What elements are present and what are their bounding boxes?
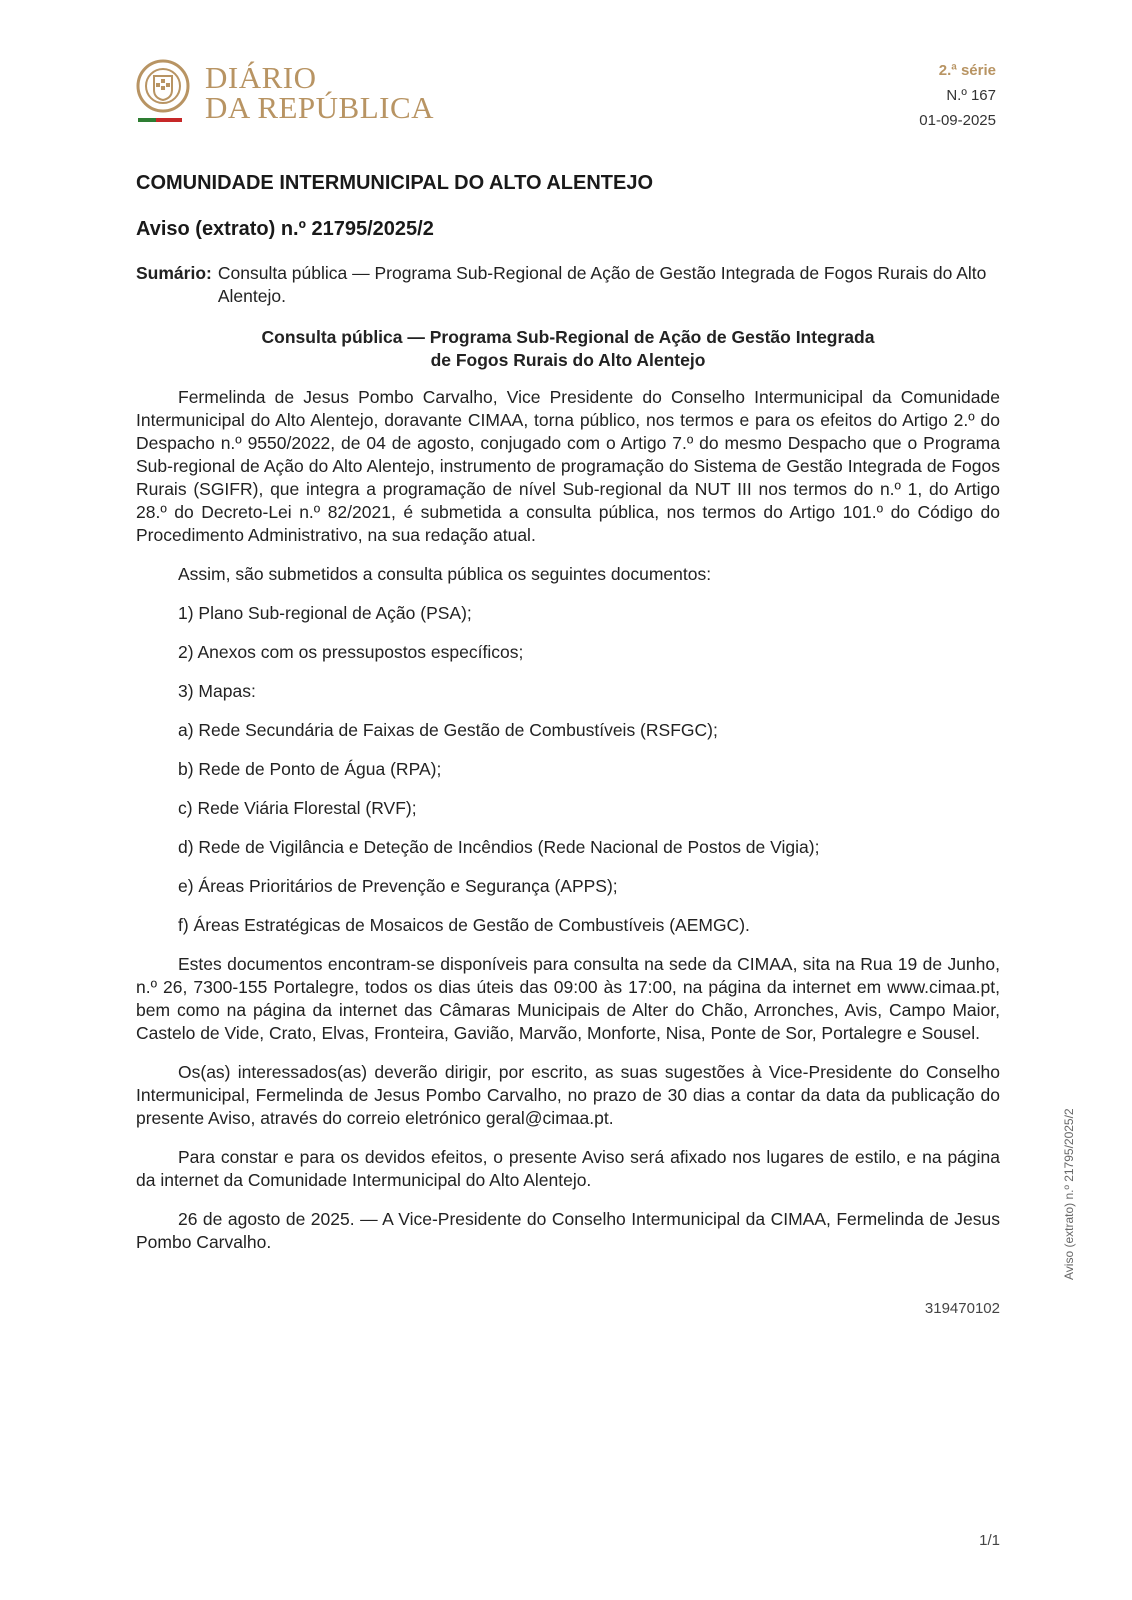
list-item: 1) Plano Sub-regional de Ação (PSA);: [178, 603, 472, 623]
summary: [136, 262, 1000, 308]
list-item: a) Rede Secundária de Faixas de Gestão de Combustíveis (RSFGC);: [178, 720, 718, 740]
organization-heading: COMUNIDADE INTERMUNICIPAL DO ALTO ALENTEJO: [136, 172, 654, 194]
suggestions-paragraph: Os(as) interessados(as) deverão dirigir, por escrito, as suas sugestões à Vice-Presidente do Conselho Intermunicipal, Fermelinda de Jesus Pombo Carvalho, no prazo de 30 dias a contar da data da publicação do presente Aviso, através do correio eletrónico geral@cimaa.pt.: [136, 1062, 1000, 1128]
list-item: d) Rede de Vigilância e Deteção de Incêndios (Rede Nacional de Postos de Vigia);: [178, 837, 820, 857]
availability-paragraph: Estes documentos encontram-se disponíveis para consulta na sede da CIMAA, sita na Rua 19 de Junho, n.º 26, 7300-155 Portalegre, todos os dias úteis das 09:00 às 17:00, na página da internet em www.cimaa.pt, bem como na página da internet das Câmaras Municipais de Alter do Chão, Arronches, Avis, Campo Maior, Castelo de Vide, Crato, Elvas, Fronteira, Gavião, Marvão, Monforte, Nisa, Ponte de Sor, Portalegre e Sousel.: [136, 954, 1000, 1043]
issue-info: [919, 58, 996, 133]
summary-label: Sumário:: [136, 263, 212, 283]
reference-number: 319470102: [924, 1300, 1000, 1317]
list-item: b) Rede de Ponto de Água (RPA);: [178, 759, 442, 779]
intro-paragraph: Fermelinda de Jesus Pombo Carvalho, Vice Presidente do Conselho Intermunicipal da Comunidade Intermunicipal do Alto Alentejo, doravante CIMAA, torna público, nos termos e para os efeitos do Artigo 2.º do Despacho n.º 9550/2022, de 04 de agosto, conjugado com o Artigo 7.º do mesmo Despacho que o Programa Sub-regional de Ação do Alto Alentejo, instrumento de programação do Sistema de Gestão Integrada de Fogos Rurais (SGIFR), que integra a programação de nível Sub-regional da NUT III nos termos do n.º 1, do Artigo 28.º do Decreto-Lei n.º 82/2021, é submetida a consulta pública, nos termos do Artigo 101.º do Código do Procedimento Administrativo, na sua redação atual.: [136, 387, 1000, 545]
document-title-line1: Consulta pública — Programa Sub-Regional de Ação de Gestão Integrada: [261, 327, 875, 347]
posting-paragraph: Para constar e para os devidos efeitos, o presente Aviso será afixado nos lugares de estilo, e na página da internet da Comunidade Intermunicipal do Alto Alentejo.: [136, 1147, 1000, 1190]
list-item: 2) Anexos com os pressupostos específicos;: [178, 642, 524, 662]
side-notice-label: Aviso (extrato) n.º 21795/2025/2: [1062, 1108, 1076, 1280]
list-item: f) Áreas Estratégicas de Mosaicos de Gestão de Combustíveis (AEMGC).: [178, 915, 750, 935]
page-number: 1/1: [979, 1532, 1000, 1549]
logo-text-line1: DIÁRIO: [205, 60, 317, 95]
summary-text: Consulta pública — Programa Sub-Regional de Ação de Gestão Integrada de Fogos Rurais do Alto Alentejo.: [217, 263, 987, 306]
document-body: [136, 386, 1000, 1270]
series-label: 2.ª série: [938, 62, 996, 79]
list-item: e) Áreas Prioritários de Prevenção e Segurança (APPS);: [178, 876, 618, 896]
document-title-line2: de Fogos Rurais do Alto Alentejo: [430, 350, 706, 370]
list-intro-paragraph: Assim, são submetidos a consulta pública os seguintes documentos:: [178, 564, 712, 584]
document-title: [136, 326, 1000, 372]
publication-date: 01-09-2025: [919, 112, 996, 129]
list-item: c) Rede Viária Florestal (RVF);: [178, 798, 417, 818]
logo-text-line2: DA REPÚBLICA: [205, 90, 435, 125]
signature-paragraph: 26 de agosto de 2025. — A Vice-Presidente do Conselho Intermunicipal da CIMAA, Fermelinda de Jesus Pombo Carvalho.: [136, 1209, 1000, 1252]
coat-of-arms-icon: [135, 58, 191, 124]
diario-logo: [135, 58, 435, 128]
issue-number: N.º 167: [946, 87, 996, 104]
list-item: 3) Mapas:: [178, 681, 256, 701]
notice-title: Aviso (extrato) n.º 21795/2025/2: [136, 218, 434, 240]
